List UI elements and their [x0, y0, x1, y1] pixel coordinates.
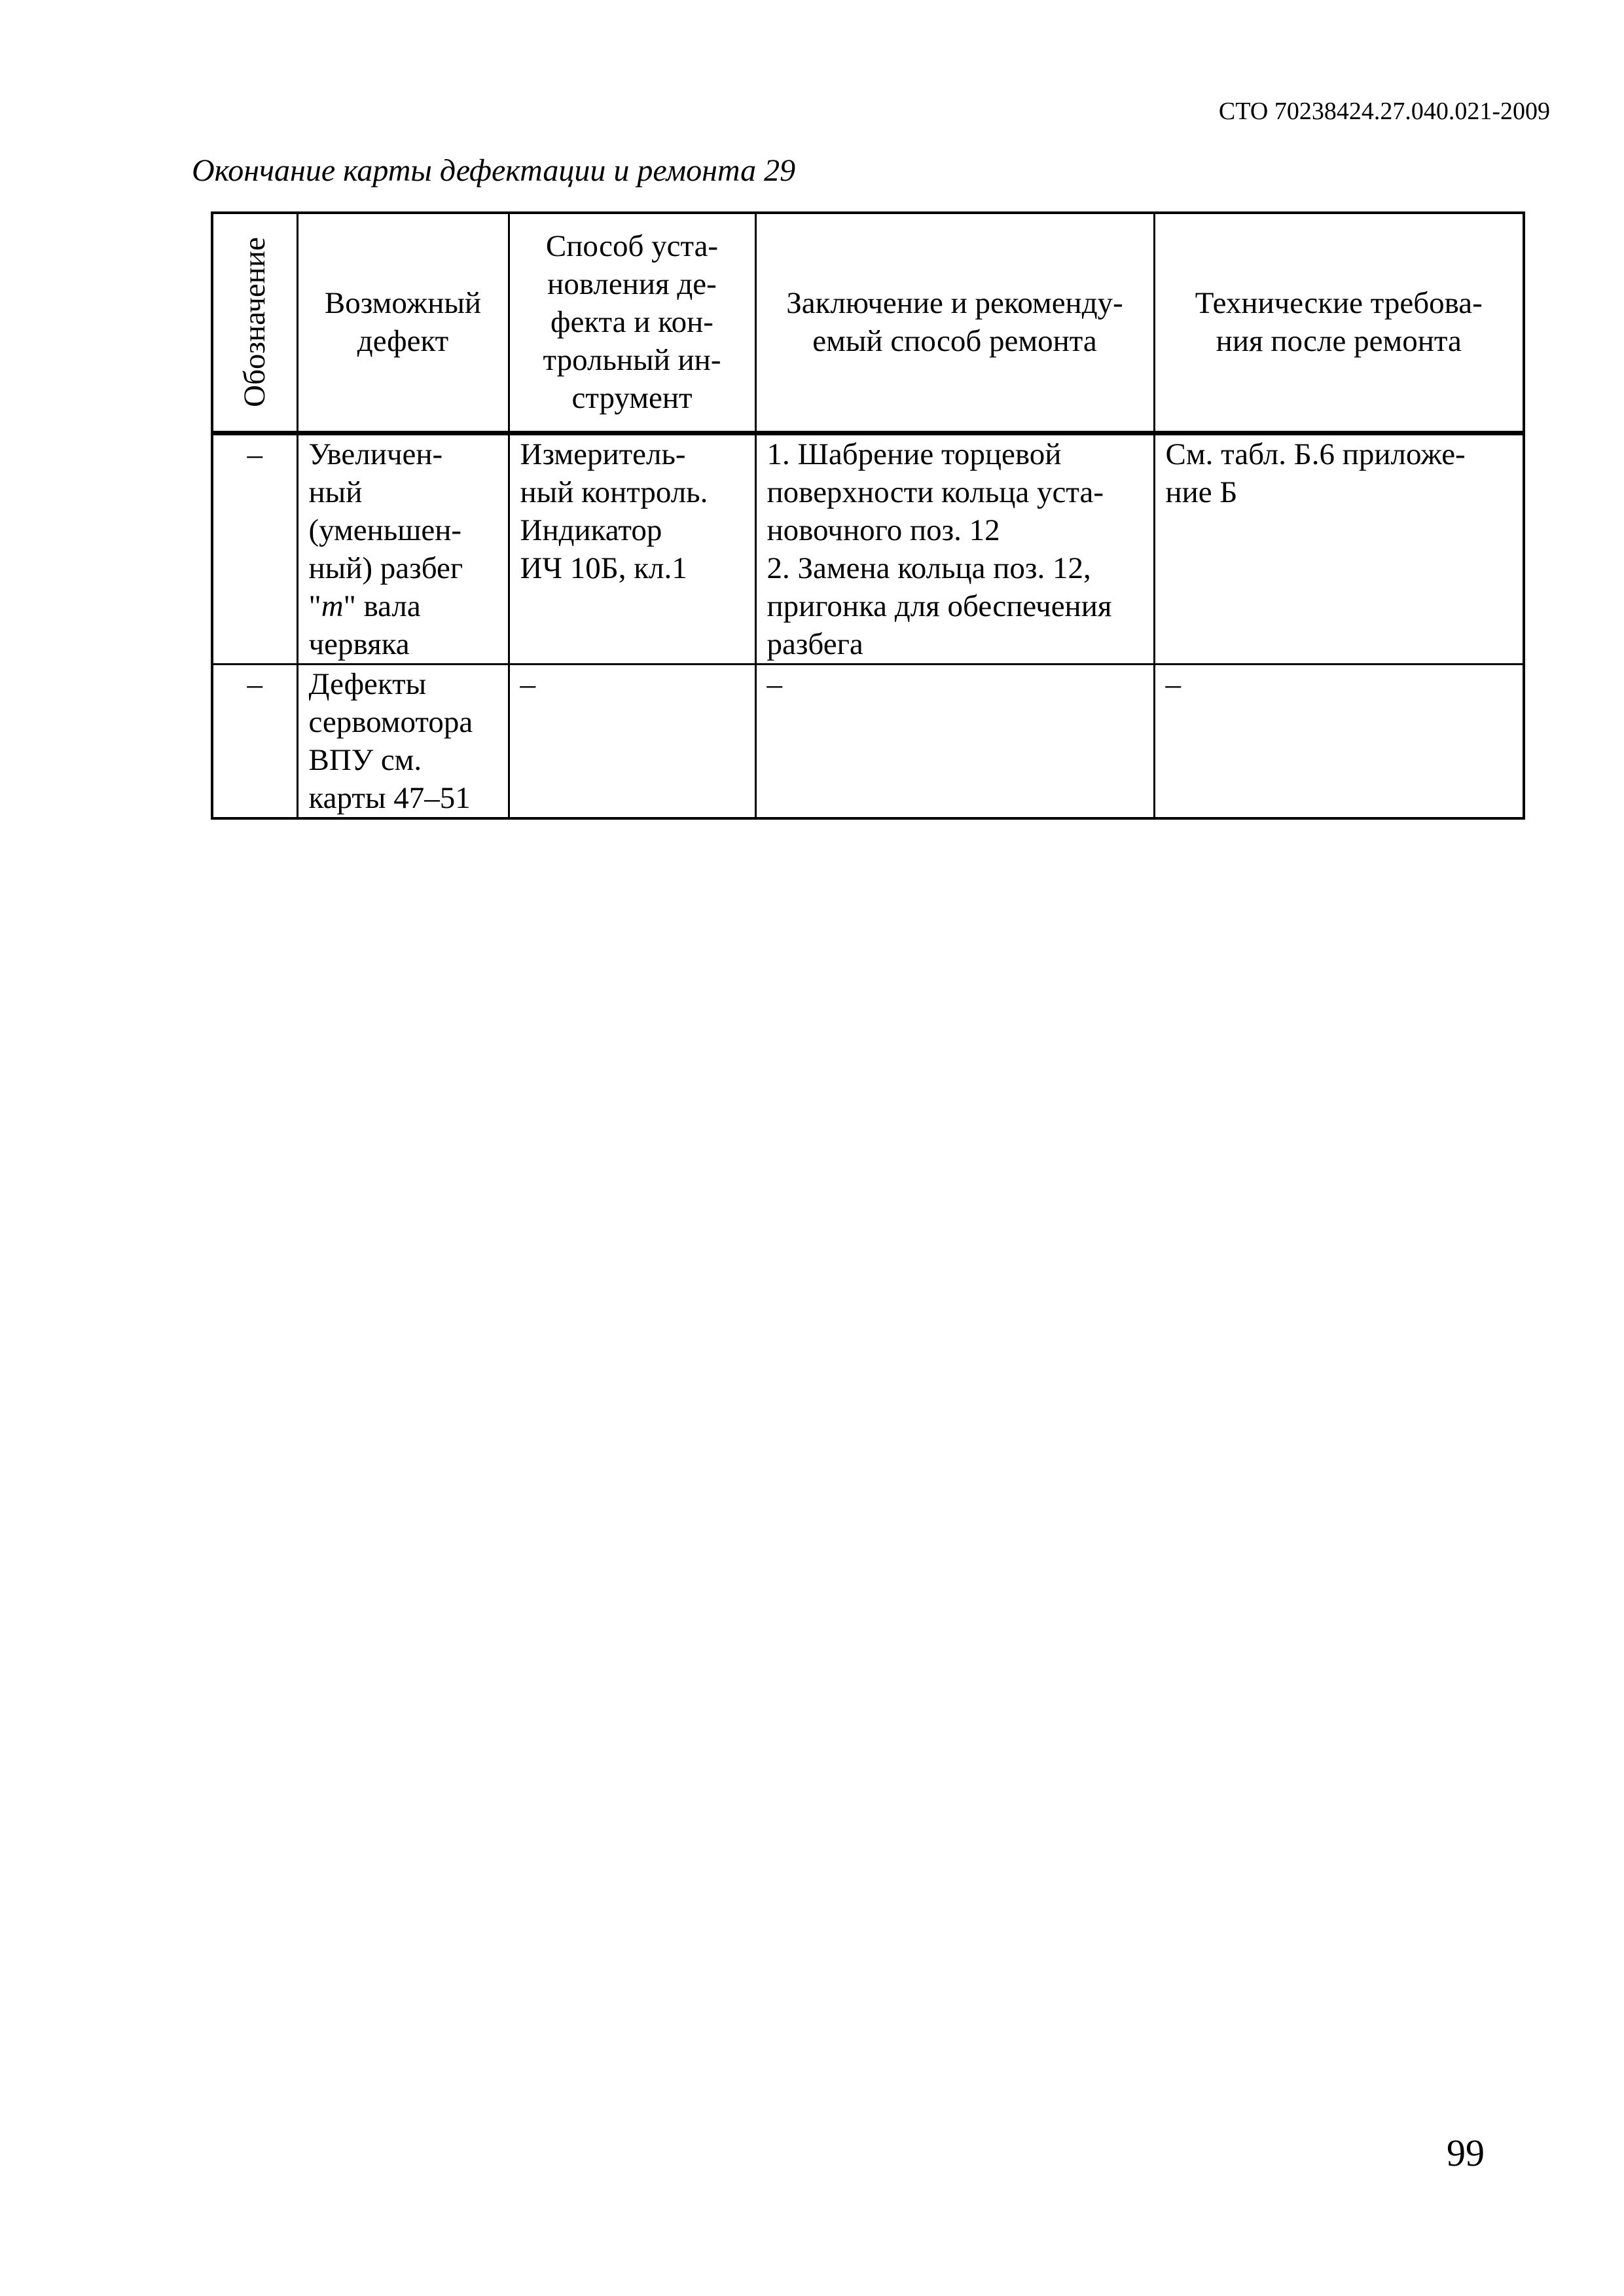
- cell-line: [309, 587, 497, 625]
- cell-method: [509, 433, 755, 664]
- cell-line: ИЧ 10Б, кл.1: [520, 551, 687, 585]
- cell-repair: [755, 433, 1154, 664]
- cell-requirements: [1154, 433, 1524, 664]
- quote-rest: " вала: [343, 589, 421, 623]
- cell-line: Измеритель-: [520, 437, 686, 471]
- cell-line: Увеличен-: [308, 437, 443, 471]
- cell-requirements: [1154, 664, 1524, 818]
- table-row: [212, 664, 1524, 818]
- cell-line: карты 47–51: [308, 780, 471, 815]
- header-line: фекта и кон-: [550, 305, 713, 340]
- cell-designation: [212, 433, 297, 664]
- header-line: ния после ремонта: [1216, 324, 1462, 359]
- cell-text: –: [1165, 666, 1181, 701]
- cell-line: ный контроль.: [520, 475, 708, 509]
- header-line: струмент: [571, 381, 693, 416]
- defect-repair-table: [211, 211, 1525, 820]
- header-line: Технические требова-: [1195, 286, 1483, 321]
- cell-line: новочного поз. 12: [767, 513, 1000, 547]
- header-designation: [212, 213, 297, 433]
- cell-text: –: [247, 666, 262, 701]
- cell-line: 2. Замена кольца поз. 12,: [767, 551, 1091, 585]
- header-line: Возможный: [324, 286, 482, 321]
- table-row: [212, 433, 1524, 664]
- header-line: Способ уста-: [545, 229, 719, 264]
- header-requirements: [1154, 213, 1524, 433]
- table-header-row: [212, 213, 1524, 433]
- cell-repair: [755, 664, 1154, 818]
- header-line: трольный ин-: [543, 343, 721, 378]
- cell-line: 1. Шабрение торцевой: [767, 437, 1062, 471]
- cell-line: разбега: [767, 627, 863, 661]
- cell-line: См. табл. Б.6 приложе-: [1165, 437, 1466, 471]
- cell-line: сервомотора: [308, 704, 473, 739]
- header-method: [509, 213, 755, 433]
- cell-line: ние Б: [1165, 475, 1238, 509]
- cell-line: ный) разбег: [308, 551, 463, 585]
- header-line: новления де-: [547, 267, 717, 302]
- header-defect: [297, 213, 509, 433]
- cell-designation: [212, 664, 297, 818]
- cell-defect: [297, 664, 509, 818]
- cell-line: поверхности кольца уста-: [767, 475, 1104, 509]
- cell-line: (уменьшен-: [308, 513, 462, 547]
- page-number: 99: [1447, 2132, 1485, 2174]
- quote-open: ": [308, 589, 321, 623]
- cell-defect: [297, 433, 509, 664]
- header-line: Заключение и рекоменду-: [786, 286, 1123, 321]
- header-line: дефект: [357, 324, 449, 359]
- header-repair: [755, 213, 1154, 433]
- cell-line: ВПУ см.: [308, 742, 422, 777]
- cell-text: –: [247, 437, 262, 471]
- header-designation-label: Обозначение: [238, 237, 272, 408]
- cell-line: ный: [308, 475, 363, 509]
- cell-line: пригонка для обеспечения: [767, 589, 1112, 623]
- header-line: емый способ ремонта: [812, 324, 1097, 359]
- cell-method: [509, 664, 755, 818]
- cell-text: –: [520, 666, 535, 701]
- document-code: СТО 70238424.27.040.021-2009: [1218, 98, 1550, 125]
- cell-text: –: [767, 666, 782, 701]
- cell-line: червяка: [308, 627, 410, 661]
- table-caption: Окончание карты дефектации и ремонта 29: [192, 153, 796, 188]
- variable-m: m: [321, 589, 344, 623]
- cell-line: Индикатор: [520, 513, 662, 547]
- cell-line: Дефекты: [308, 666, 427, 701]
